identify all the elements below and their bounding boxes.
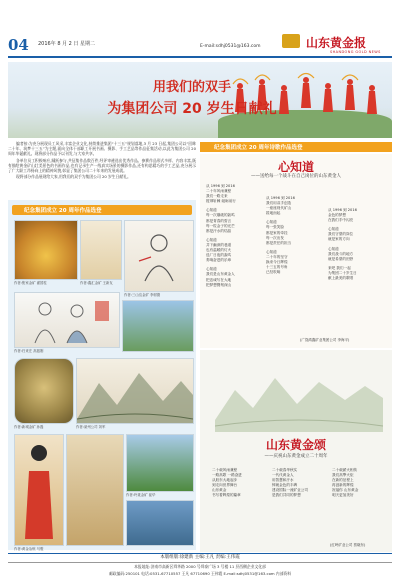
artwork-caption: 作者:莱州公司 刘军 bbox=[76, 425, 106, 429]
poem-line: 我们高擎火炬 bbox=[332, 473, 354, 478]
header-rule bbox=[8, 56, 392, 58]
ink-figure-icon bbox=[125, 221, 193, 291]
mountains-icon bbox=[77, 359, 193, 423]
poem-line: 建设国际一流矿业公司 bbox=[272, 488, 308, 493]
poem-line: 为集团二十岁生日 bbox=[328, 270, 357, 275]
poem-line: 祝福你 山东黄金 bbox=[332, 488, 359, 493]
poem-line: 披荆斩棘 砥砺前行 bbox=[206, 199, 236, 204]
poem1-signature: (广饶鸿鑫矿业集团公司 李海平) bbox=[300, 338, 350, 342]
poem-line: 来吧 我们一起 bbox=[328, 265, 351, 270]
footer-address: 本报地址:济南市高新区舜华路 2000 号舜泰广场 3 号楼 11 层西侧企业文化部 bbox=[134, 564, 266, 569]
poem-line: 每一粒金子的光芒 bbox=[206, 223, 235, 228]
poem-line: 在我们手中闪亮 bbox=[328, 218, 354, 223]
poem-line: 二十载风雨兼程 bbox=[212, 468, 238, 472]
workers-sketch-icon bbox=[15, 293, 119, 347]
poem-line: 把梦想镌刻深山 bbox=[206, 282, 232, 287]
article-paragraph: 编者按:为充分展现员工风采,丰富企业文化,持续推进集团“十三五”规划落地,3 月 23 日起,集团公司以“回眸二十年、筑梦十三五”为主题,面向全体干部职工开展书画、摄影、手工艺品等作品征集活动,以此为集团公司 20 周年华诞献礼。现将部分作品予以刊发,与大家共享。 bbox=[8, 141, 196, 157]
poem-line: 心知道 bbox=[328, 227, 339, 232]
portrait-photo bbox=[14, 434, 64, 546]
poem-line: 山东黄金 bbox=[212, 488, 227, 493]
artwork-caption: 作者:鑫汇金矿 王新友 bbox=[80, 281, 113, 285]
poems-header-title: 纪念集团成立 20 周年诗歌作品选登 bbox=[214, 145, 303, 151]
poem-line: 一路高歌 一路奋进 bbox=[212, 473, 242, 478]
poem-line: 一代代黄金人 bbox=[272, 473, 294, 478]
newspaper-logo-icon bbox=[282, 34, 300, 48]
poem2-title: 山东黄金颂 bbox=[265, 438, 326, 452]
poem2-column3 bbox=[332, 468, 358, 499]
poem-line: 二十年风雨兼程 bbox=[206, 189, 232, 194]
poem-line: 从 1996 到 2016 bbox=[266, 196, 295, 200]
poem-line: 到走向世界舞台 bbox=[212, 483, 238, 488]
poem-line: 我们是山东黄金人 bbox=[206, 272, 235, 277]
poem-line: 心知道 bbox=[206, 237, 217, 242]
banner-title-line2: 为集团公司 20 岁生日献礼 bbox=[107, 101, 277, 117]
gold-sculpture-photo bbox=[14, 220, 78, 280]
poem-line: 心知道 bbox=[266, 220, 277, 225]
poem-line: 拔地而起 bbox=[266, 211, 281, 216]
poem-line: 从 1996 到 2016 bbox=[328, 208, 357, 212]
artwork-caption: 作者:焦家金矿 翟国柱 bbox=[14, 281, 47, 285]
poem-line: 明天更加美好 bbox=[332, 493, 354, 498]
article-paragraph: 现将部分作品展现给大家,用我们的双手为集团公司 20 岁生日献礼。 bbox=[16, 174, 131, 180]
poem-line: 就是家的方向 bbox=[328, 237, 350, 242]
mine-landscape-illustration bbox=[215, 360, 383, 432]
poem2-column2 bbox=[272, 468, 308, 499]
poem-line: 就是希望的田野 bbox=[328, 256, 354, 261]
poem-line: 我们守望的岗位 bbox=[328, 232, 354, 237]
poem-line: 献上最美的歌唱 bbox=[328, 276, 354, 281]
poem-line: 从胶东大地起步 bbox=[212, 478, 238, 483]
mountain-painting-photo bbox=[76, 358, 194, 424]
poem-line: 心知道 bbox=[206, 208, 217, 213]
poem2-signature: (红岭矿业公司 蔡晓东) bbox=[330, 543, 366, 547]
poem-line: 都是家的牵挂 bbox=[266, 230, 288, 235]
gallery-title: 纪念集团成立 20 周年作品选登 bbox=[24, 208, 102, 214]
person-figure-icon bbox=[15, 435, 63, 545]
intro-article bbox=[8, 141, 196, 180]
poem2-column1 bbox=[212, 468, 242, 499]
poem-line: 铸就金色的丰碑 bbox=[272, 483, 298, 488]
night-scene-photo bbox=[126, 500, 194, 546]
poem1-title: 心知道 bbox=[277, 160, 314, 174]
artwork-caption: 作者:玲珑金矿 崔华 bbox=[126, 493, 156, 497]
poem-line: 我们用双手创造 bbox=[266, 201, 292, 206]
newspaper-name: 山东黄金报 bbox=[306, 36, 367, 50]
newspaper-name-en: SHANDONG GOLD NEWS bbox=[330, 50, 381, 54]
issue-date: 2016年 8 月 2 日 星期二 bbox=[38, 41, 96, 47]
poem-line: 我们战斗的地方 bbox=[328, 251, 354, 256]
banner-title-line1: 用我们的双手 bbox=[152, 80, 231, 95]
poem-line: 也有温暖的灯火 bbox=[206, 248, 232, 253]
poem2-subtitle: ——庆祝山东黄金成立二十周年 bbox=[264, 454, 328, 459]
poem-line: 心知道 bbox=[328, 246, 339, 251]
contact-email: E-mail:sdhj0531@163.com bbox=[200, 44, 261, 49]
poem-line: 金色的梦想 bbox=[328, 213, 346, 218]
footer-contact: 邮政编码:250101 电话:0531-67710557 王凡 67710690 王伟霞 E-mail:sdhj0531@163.com 内部资料 bbox=[109, 571, 291, 576]
poem-line: 每一张笑脸 bbox=[266, 225, 284, 230]
poem-line: 换来今日辉煌 bbox=[266, 260, 288, 265]
gold-plaque-photo bbox=[66, 434, 124, 546]
poem-line: 二十年的坚守 bbox=[266, 254, 288, 259]
poem-line: 是我们共同的梦想 bbox=[272, 493, 301, 498]
poem-line: 在新的征程上 bbox=[332, 478, 354, 483]
calligraphy-photo bbox=[80, 220, 122, 280]
poem1-subtitle: ——送给每一个战斗在自己岗位的山东黄金人 bbox=[251, 174, 341, 179]
ink-painting-photo bbox=[124, 220, 194, 292]
poem1-column1 bbox=[206, 184, 236, 288]
article-paragraph: 各单位员工积极响应,踊跃参与,共征集作品数百件,经评审遴选出优秀作品。参赛作品形式多样、内容丰富,既有描绘黄金矿山壮美景色的书画作品,也有记录生产一线真实场景的摄影作品,还有构思精巧的手工艺品,充分展示了广大职工昂扬向上的精神风貌,彰显了集团公司二十年来的发展成就。 bbox=[8, 157, 196, 174]
poem-line: 一座座现代矿山 bbox=[266, 206, 292, 211]
poem-line: 再创新的辉煌 bbox=[332, 483, 354, 488]
footer-editors: 本版组版:徐建新 主编:王凡 责编:王伟霞 bbox=[160, 555, 240, 560]
mine-landscape-photo bbox=[126, 434, 194, 492]
poem-line: 心知道 bbox=[206, 267, 217, 272]
poem-line: 每一次爆破的轰鸣 bbox=[206, 213, 235, 218]
poem-line: 把忠诚写在大地 bbox=[206, 277, 232, 282]
poem-line: 十三五的号角 bbox=[266, 265, 288, 270]
poem-line: 从 1996 到 2016 bbox=[206, 184, 235, 188]
poem-line: 都是汗水的结晶 bbox=[206, 228, 232, 233]
poem-line: 用智慧和汗水 bbox=[272, 478, 294, 483]
poem-line: 书写着辉煌的篇章 bbox=[212, 493, 241, 498]
page-number: 04 bbox=[8, 36, 29, 54]
poem-line: 二十载春华秋实 bbox=[272, 468, 298, 472]
poem1-column3 bbox=[328, 208, 357, 281]
carved-artwork-photo bbox=[14, 358, 74, 424]
poem-line: 都是责任的担当 bbox=[266, 240, 292, 245]
poem-line: 每一次出发 bbox=[266, 235, 284, 240]
poem-line: 奏响奋进的乐章 bbox=[206, 258, 232, 263]
landscape-photo bbox=[122, 300, 194, 352]
poem-line: 井下幽深的巷道 bbox=[206, 242, 232, 247]
poem-line: 已经吹响 bbox=[266, 270, 281, 275]
poem-line: 选厂日夜的轰鸣 bbox=[206, 253, 232, 258]
footer-divider bbox=[8, 562, 392, 563]
poem-line: 二十载薪火相传 bbox=[332, 468, 358, 472]
artwork-caption: 作者:三山岛金矿 李树德 bbox=[124, 293, 161, 297]
poem-line: 都是青春的誓言 bbox=[206, 218, 232, 223]
artwork-caption: 作者:新城金矿 孙磊 bbox=[14, 425, 44, 429]
artwork-caption: 作者:归来庄 高振刚 bbox=[14, 349, 44, 353]
poem1-column2 bbox=[266, 196, 295, 275]
figure-painting-photo bbox=[14, 292, 120, 348]
poem-line: 我们一路走来 bbox=[206, 194, 228, 199]
artwork-caption: 作者:黄金冶炼 马骏 bbox=[14, 547, 44, 551]
poem-line: 心知道 bbox=[266, 249, 277, 254]
